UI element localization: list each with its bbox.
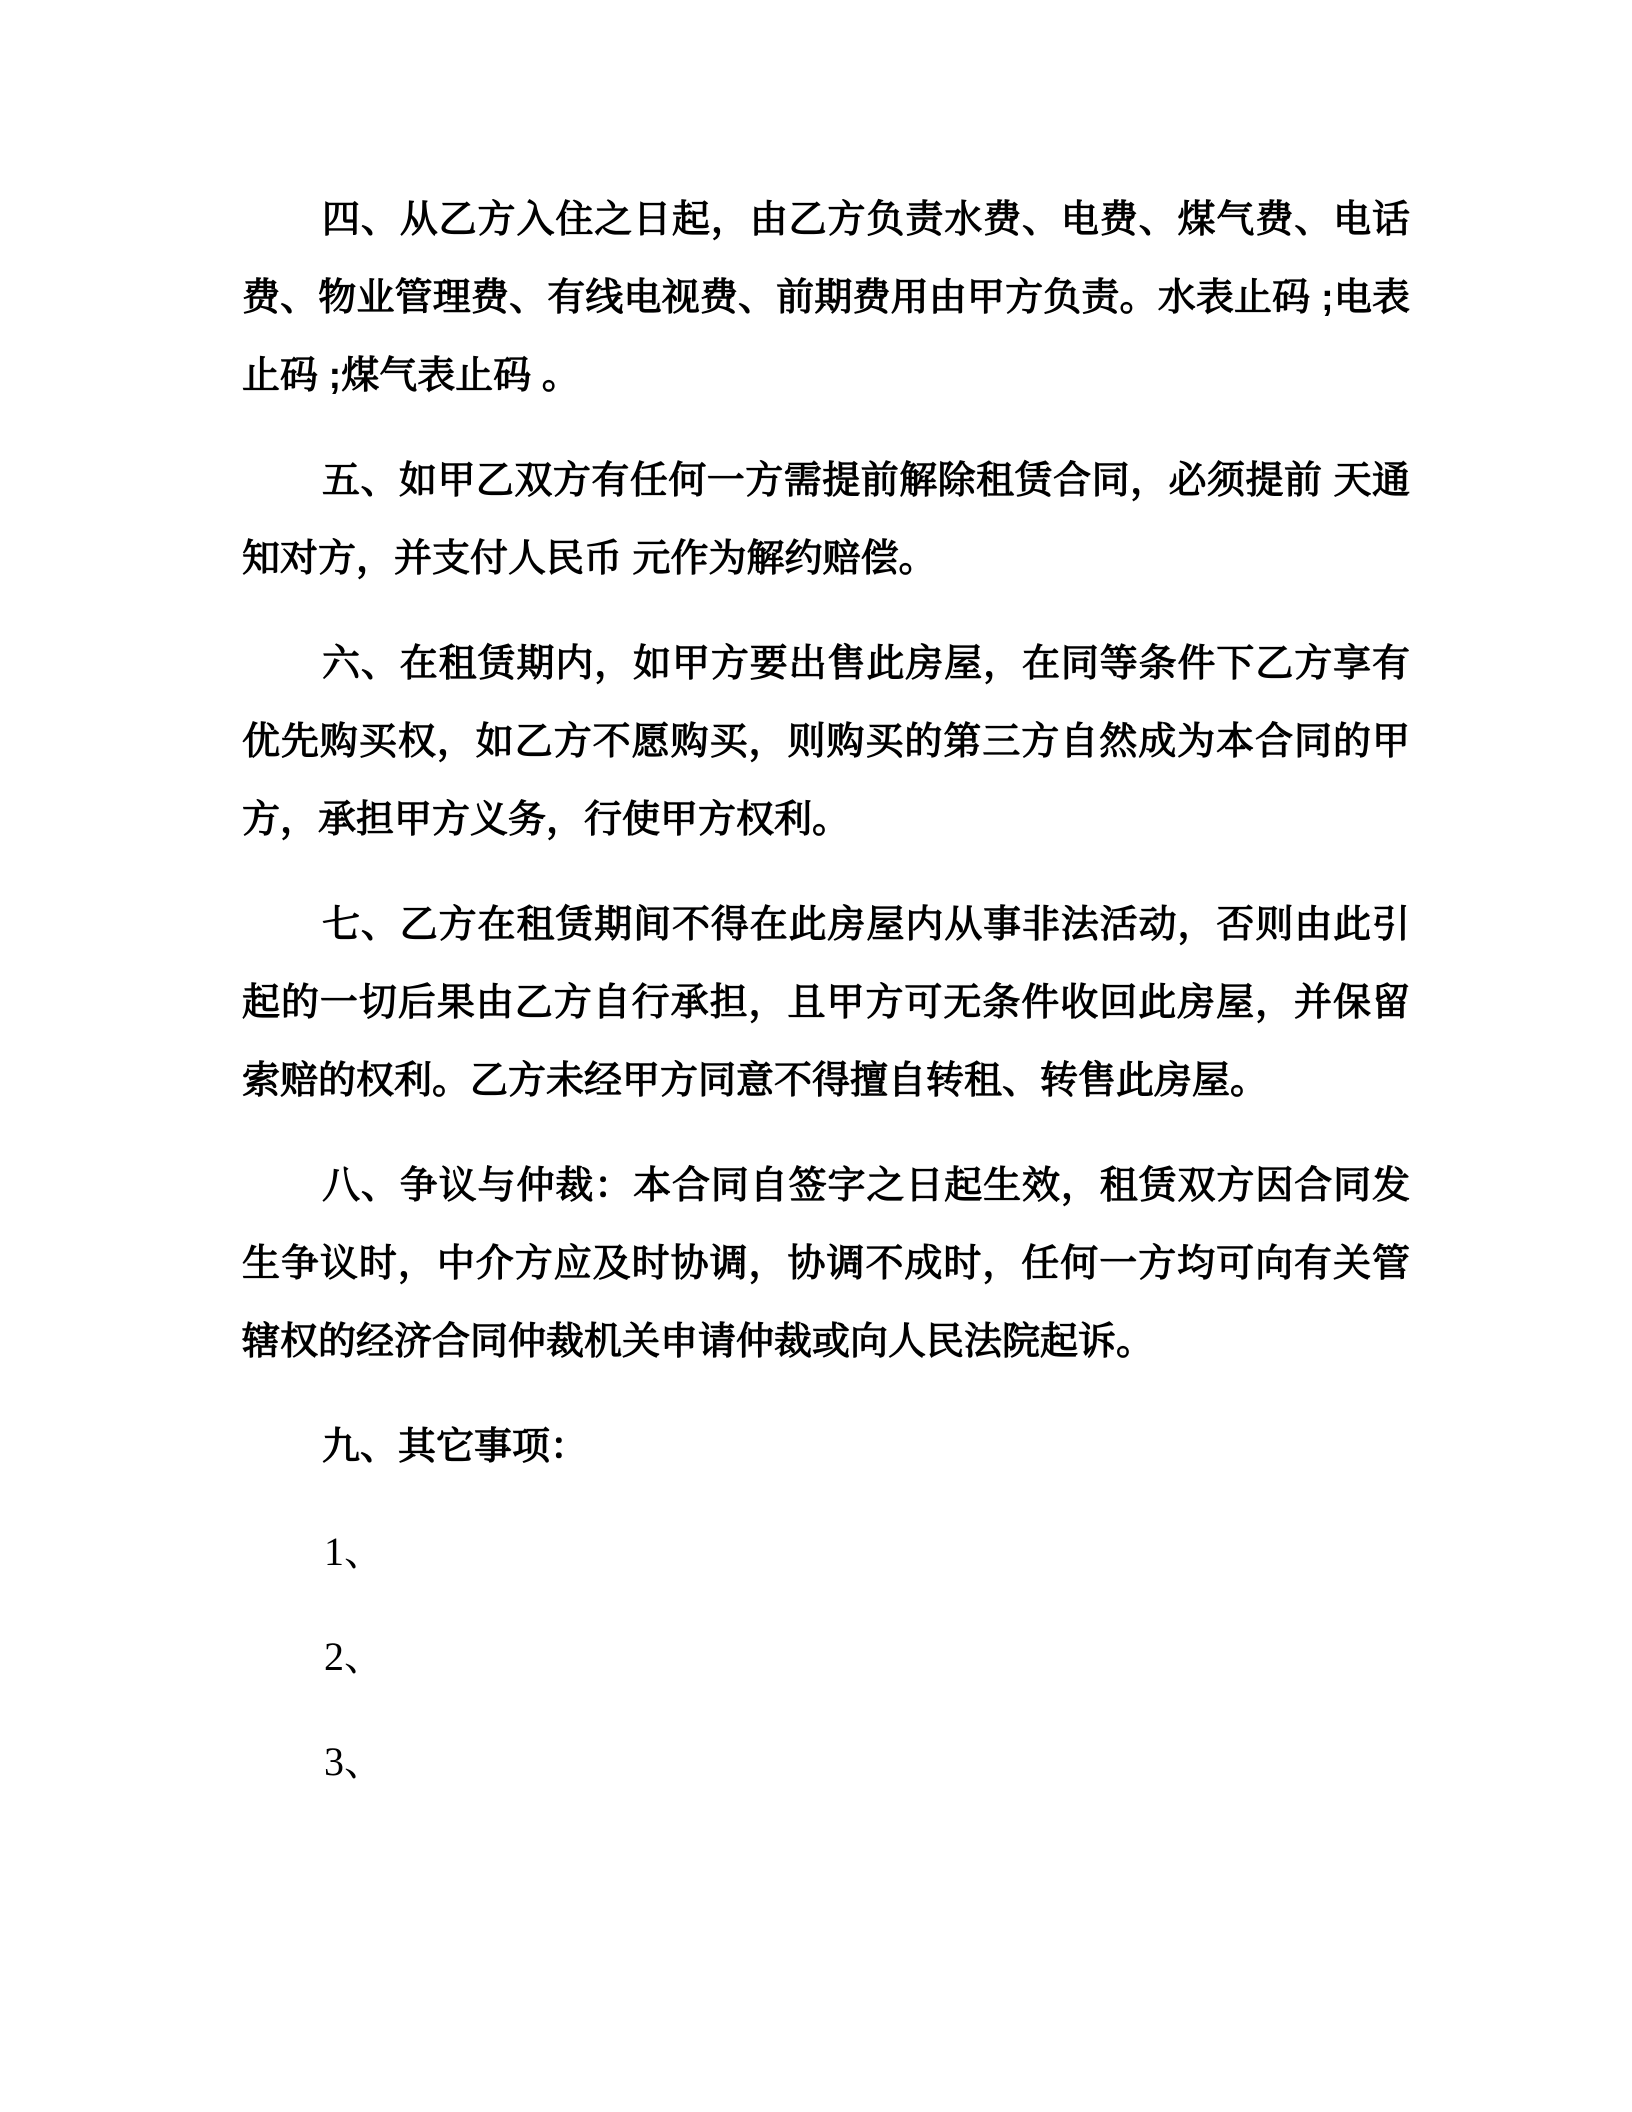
- clause-5: [242, 442, 1410, 598]
- clause-8-line-2: 生争议时，中介方应及时协调，协调不成时，任何一方均可向有关管: [242, 1243, 1410, 1285]
- clause-4-line-1: 四、从乙方入住之日起，由乙方负责水费、电费、煤气费、电话: [322, 199, 1410, 241]
- clause-7-line-1: 七、乙方在租赁期间不得在此房屋内从事非法活动，否则由此引: [322, 904, 1410, 946]
- clause-4-line-3: 止码 ;煤气表止码 。: [242, 355, 580, 397]
- other-item-3: 3、: [324, 1739, 384, 1784]
- clause-9: [242, 1408, 1410, 1486]
- clause-4: [242, 181, 1410, 415]
- clause-9-line-1: 九、其它事项：: [322, 1426, 589, 1468]
- clause-5-line-1: 五、如甲乙双方有任何一方需提前解除租赁合同，必须提前 天通: [322, 460, 1410, 502]
- clause-8: [242, 1147, 1410, 1381]
- clause-7-line-2: 起的一切后果由乙方自行承担，且甲方可无条件收回此房屋，并保留: [242, 982, 1410, 1024]
- clause-6: [242, 625, 1410, 859]
- other-item-1: 1、: [324, 1529, 384, 1574]
- clause-6-line-1: 六、在租赁期内，如甲方要出售此房屋，在同等条件下乙方享有: [322, 643, 1410, 685]
- clause-8-line-1: 八、争议与仲裁：本合同自签字之日起生效，租赁双方因合同发: [322, 1165, 1410, 1207]
- other-item-2: 2、: [324, 1634, 384, 1679]
- clause-6-line-2: 优先购买权，如乙方不愿购买，则购买的第三方自然成为本合同的甲: [242, 721, 1410, 763]
- clause-8-line-3: 辖权的经济合同仲裁机关申请仲裁或向人民法院起诉。: [242, 1321, 1155, 1363]
- clause-5-line-2: 知对方，并支付人民币 元作为解约赔偿。: [242, 538, 937, 580]
- clause-7: [242, 886, 1410, 1120]
- clause-7-line-3: 索赔的权利。乙方未经甲方同意不得擅自转租、转售此房屋。: [242, 1060, 1269, 1102]
- clause-6-line-3: 方，承担甲方义务，行使甲方权利。: [242, 799, 851, 841]
- clause-4-line-2: 费、物业管理费、有线电视费、前期费用由甲方负责。水表止码 ;电表: [242, 277, 1410, 319]
